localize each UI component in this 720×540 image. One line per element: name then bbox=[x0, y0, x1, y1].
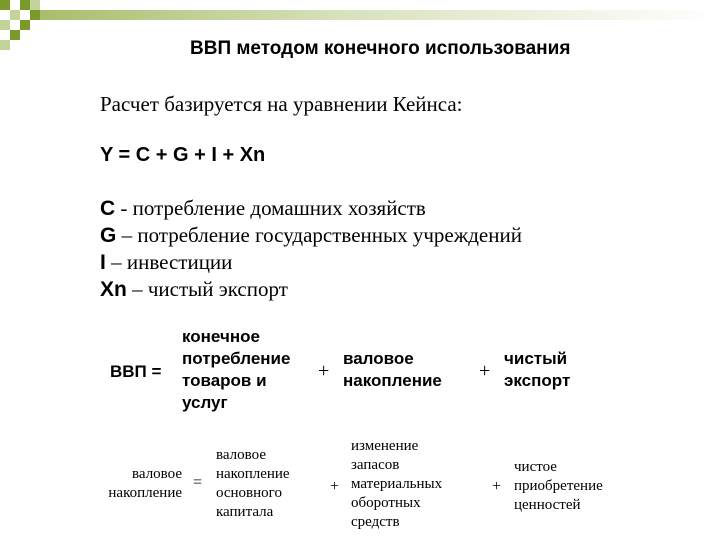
formula1-term-line: чистый bbox=[504, 349, 568, 368]
formula2-term-line: материальных bbox=[351, 476, 443, 492]
formula1-lhs: ВВП = bbox=[110, 362, 162, 381]
formula2-term-line: накопление bbox=[108, 485, 182, 501]
formula2-term-line: накопление bbox=[216, 466, 290, 482]
formula1-plus: + bbox=[479, 360, 491, 382]
formula2-equals: = bbox=[193, 474, 203, 491]
formula2-term-line: капитала bbox=[216, 504, 274, 520]
formula2-term-line: ценностей bbox=[514, 497, 581, 513]
formula1-term-consumption bbox=[182, 326, 290, 414]
definition-text: – инвестиции bbox=[105, 250, 233, 274]
formula2-term-inventories bbox=[351, 437, 442, 532]
page-title: ВВП методом конечного использования bbox=[190, 38, 571, 59]
definition-item bbox=[100, 250, 522, 277]
formula2-term-line: чистое bbox=[514, 459, 557, 475]
definition-text: - потребление домашних хозяйств bbox=[115, 196, 426, 220]
definition-text: – чистый экспорт bbox=[126, 277, 288, 301]
intro-text: Расчет базируется на уравнении Кейнса: bbox=[100, 92, 463, 116]
formula1-term-accumulation bbox=[343, 348, 442, 392]
formula2-term-line: валовое bbox=[132, 466, 182, 482]
formula1-term-line: потребление bbox=[182, 349, 291, 368]
formula2-term-line: запасов bbox=[351, 457, 400, 473]
definition-symbol: G bbox=[100, 224, 117, 247]
definition-symbol: C bbox=[100, 197, 116, 220]
definition-symbol: I bbox=[100, 251, 106, 274]
formula2-plus: + bbox=[492, 478, 502, 495]
formula1-term-line: экспорт bbox=[504, 371, 571, 390]
definition-item bbox=[100, 223, 522, 250]
formula1-term-line: накопление bbox=[343, 371, 442, 390]
definition-symbol: Xn bbox=[100, 278, 127, 301]
formula1-term-net-export bbox=[504, 348, 570, 392]
definitions-list bbox=[100, 196, 522, 304]
formula2-term-line: оборотных bbox=[351, 495, 421, 511]
formula2-term-valuables bbox=[514, 458, 603, 515]
definition-item bbox=[100, 277, 522, 304]
definition-item bbox=[100, 196, 522, 223]
formula1-term-line: товаров и bbox=[182, 371, 267, 390]
keynes-equation: Y = C + G + I + Xn bbox=[100, 144, 266, 166]
formula1-plus: + bbox=[318, 360, 330, 382]
formula1-term-line: конечное bbox=[182, 327, 260, 346]
formula2-lhs bbox=[90, 465, 182, 503]
formula2-term-line: основного bbox=[216, 485, 282, 501]
formula1-term-line: услуг bbox=[182, 393, 228, 412]
formula1-term-line: валовое bbox=[343, 349, 414, 368]
formula2-term-line: приобретение bbox=[514, 478, 603, 494]
definition-text: – потребление государственных учреждений bbox=[116, 223, 522, 247]
formula2-plus: + bbox=[330, 478, 340, 495]
formula2-term-line: изменение bbox=[351, 438, 419, 454]
formula2-term-fixed-capital bbox=[216, 446, 290, 522]
formula2-term-line: валовое bbox=[216, 447, 266, 463]
formula2-term-line: средств bbox=[351, 514, 400, 530]
